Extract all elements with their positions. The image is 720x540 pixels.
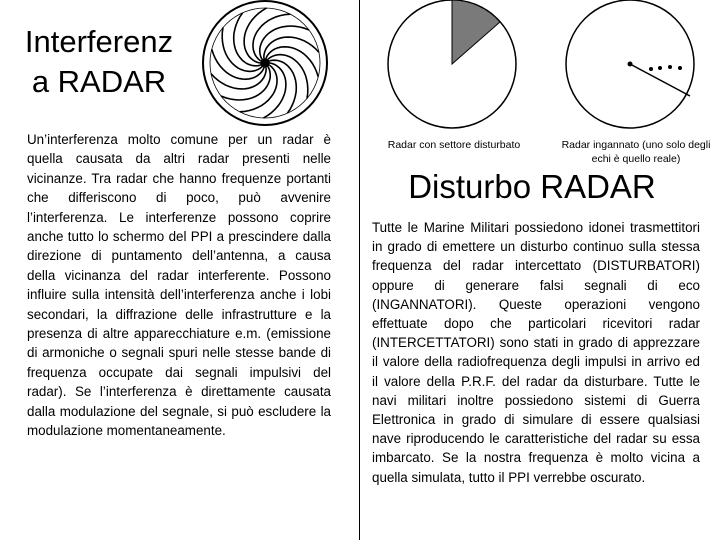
- sector-jammed-ppi-image: [382, 0, 522, 140]
- right-title: Disturbo RADAR: [408, 168, 656, 205]
- left-title-line1: Interferenz: [24, 24, 174, 59]
- interference-ppi-image: [200, 0, 330, 130]
- right-body-text: Tutte le Marine Militari possiedono idonei trasmettitori in grado di emettere un disturbo continuo sulla stessa frequenza del radar intercettato (DISTURBATORI) oppure di generare falsi segnali di eco (INGANNATORI). Queste operazioni vengono effettuate dopo che particolari ricevitori radar (INTERCETTATORI) sono stati in grado di apprezzare il valore della radiofrequenza degli impulsi in arrivo ed il valore della P.R.F. del radar da disturbare. Tutte le navi militari inoltre possiedono sistemi di Guerra Elettronica in grado di simulare di essere qualsiasi nave riproducendo le caratteristiche del radar su essa imbarcato. Se la nostra frequenza è molto vicina a quella simulata, tutto il PPI verrebbe oscurato.: [372, 220, 700, 485]
- left-title-line2: a RADAR: [31, 64, 167, 99]
- caption-deceived-radar: Radar ingannato (uno solo degli echi è quello reale): [561, 139, 711, 165]
- caption-sector-jammed: Radar con settore disturbato: [387, 139, 521, 151]
- column-divider: [359, 0, 360, 540]
- left-title: [10, 22, 188, 102]
- left-body-text: Un’interferenza molto comune per un radar è quella causata da altri radar presenti nelle vicinanze. Tra radar che hanno frequenze portanti che differiscono di poco, può avvenire l’interferenza. Le interferenze possono coprire anche tutto lo schermo del PPI a prescindere dalla direzione di puntamento dell’antenna, a causa della vicinanza del radar interferente. Possono influire sulla intensità dell’interferenza anche i lobi secondari, la diffrazione delle infrastrutture e la presenza di altre apparecchiature e.m. (emissione di armoniche o segnali spuri nelle stesse bande di frequenza occupate dai segnali impulsivi del radar). Se l’interferenza è direttamente causata dalla modulazione del segnale, si può escludere la modulazione momentaneamente.: [27, 132, 331, 439]
- deceived-ppi-image: [562, 0, 702, 140]
